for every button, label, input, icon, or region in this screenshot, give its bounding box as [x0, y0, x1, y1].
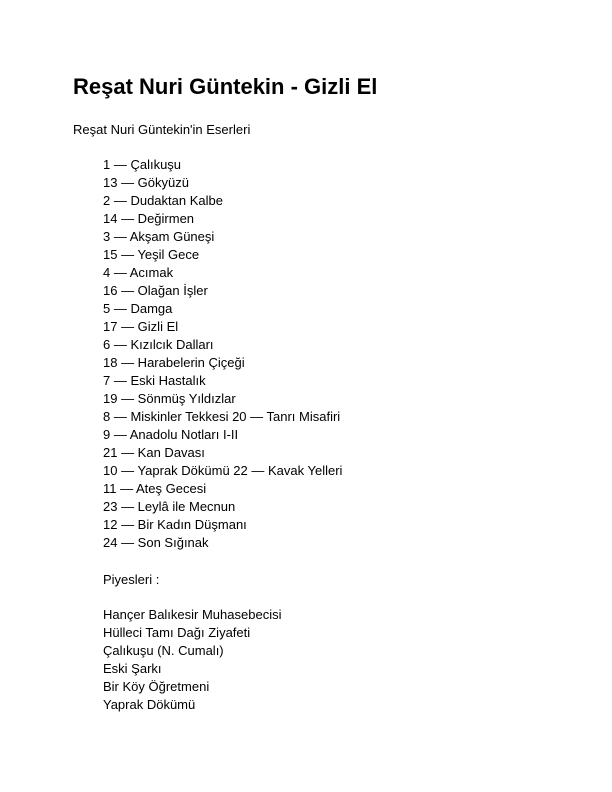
works-subtitle: Reşat Nuri Güntekin'in Eserleri — [73, 122, 251, 137]
list-item: 8 — Miskinler Tekkesi 20 — Tanrı Misafiri — [103, 409, 341, 424]
list-item: 3 — Akşam Güneşi — [103, 229, 215, 244]
works-list — [103, 156, 342, 552]
list-item: 23 — Leylâ ile Mecnun — [103, 499, 236, 514]
list-item: 9 — Anadolu Notları I-II — [103, 427, 239, 442]
list-item: 4 — Acımak — [103, 265, 174, 280]
list-item: 21 — Kan Davası — [103, 445, 205, 460]
list-item: 13 — Gökyüzü — [103, 175, 189, 190]
list-item: Bir Köy Öğretmeni — [103, 679, 210, 694]
list-item: 18 — Harabelerin Çiçeği — [103, 355, 245, 370]
list-item: 1 — Çalıkuşu — [103, 157, 182, 172]
list-item: 2 — Dudaktan Kalbe — [103, 193, 223, 208]
list-item: 12 — Bir Kadın Düşmanı — [103, 517, 247, 532]
list-item: 14 — Değirmen — [103, 211, 195, 226]
list-item: Yaprak Dökümü — [103, 697, 196, 712]
list-item: Eski Şarkı — [103, 661, 162, 676]
list-item: 7 — Eski Hastalık — [103, 373, 206, 388]
list-item: 10 — Yaprak Dökümü 22 — Kavak Yelleri — [103, 463, 343, 478]
plays-list — [103, 606, 281, 714]
list-item: 6 — Kızılcık Dalları — [103, 337, 214, 352]
list-item: Hülleci Tamı Dağı Ziyafeti — [103, 625, 251, 640]
page-title: Reşat Nuri Güntekin - Gizli El — [73, 74, 378, 99]
list-item: 16 — Olağan İşler — [103, 283, 208, 298]
list-item: 5 — Damga — [103, 301, 173, 316]
list-item: 19 — Sönmüş Yıldızlar — [103, 391, 236, 406]
list-item: 17 — Gizli El — [103, 319, 179, 334]
list-item: 24 — Son Sığınak — [103, 535, 209, 550]
list-item: Hançer Balıkesir Muhasebecisi — [103, 607, 282, 622]
list-item: 11 — Ateş Gecesi — [103, 481, 207, 496]
list-item: 15 — Yeşil Gece — [103, 247, 200, 262]
plays-heading: Piyesleri : — [103, 572, 160, 587]
list-item: Çalıkuşu (N. Cumalı) — [103, 643, 224, 658]
